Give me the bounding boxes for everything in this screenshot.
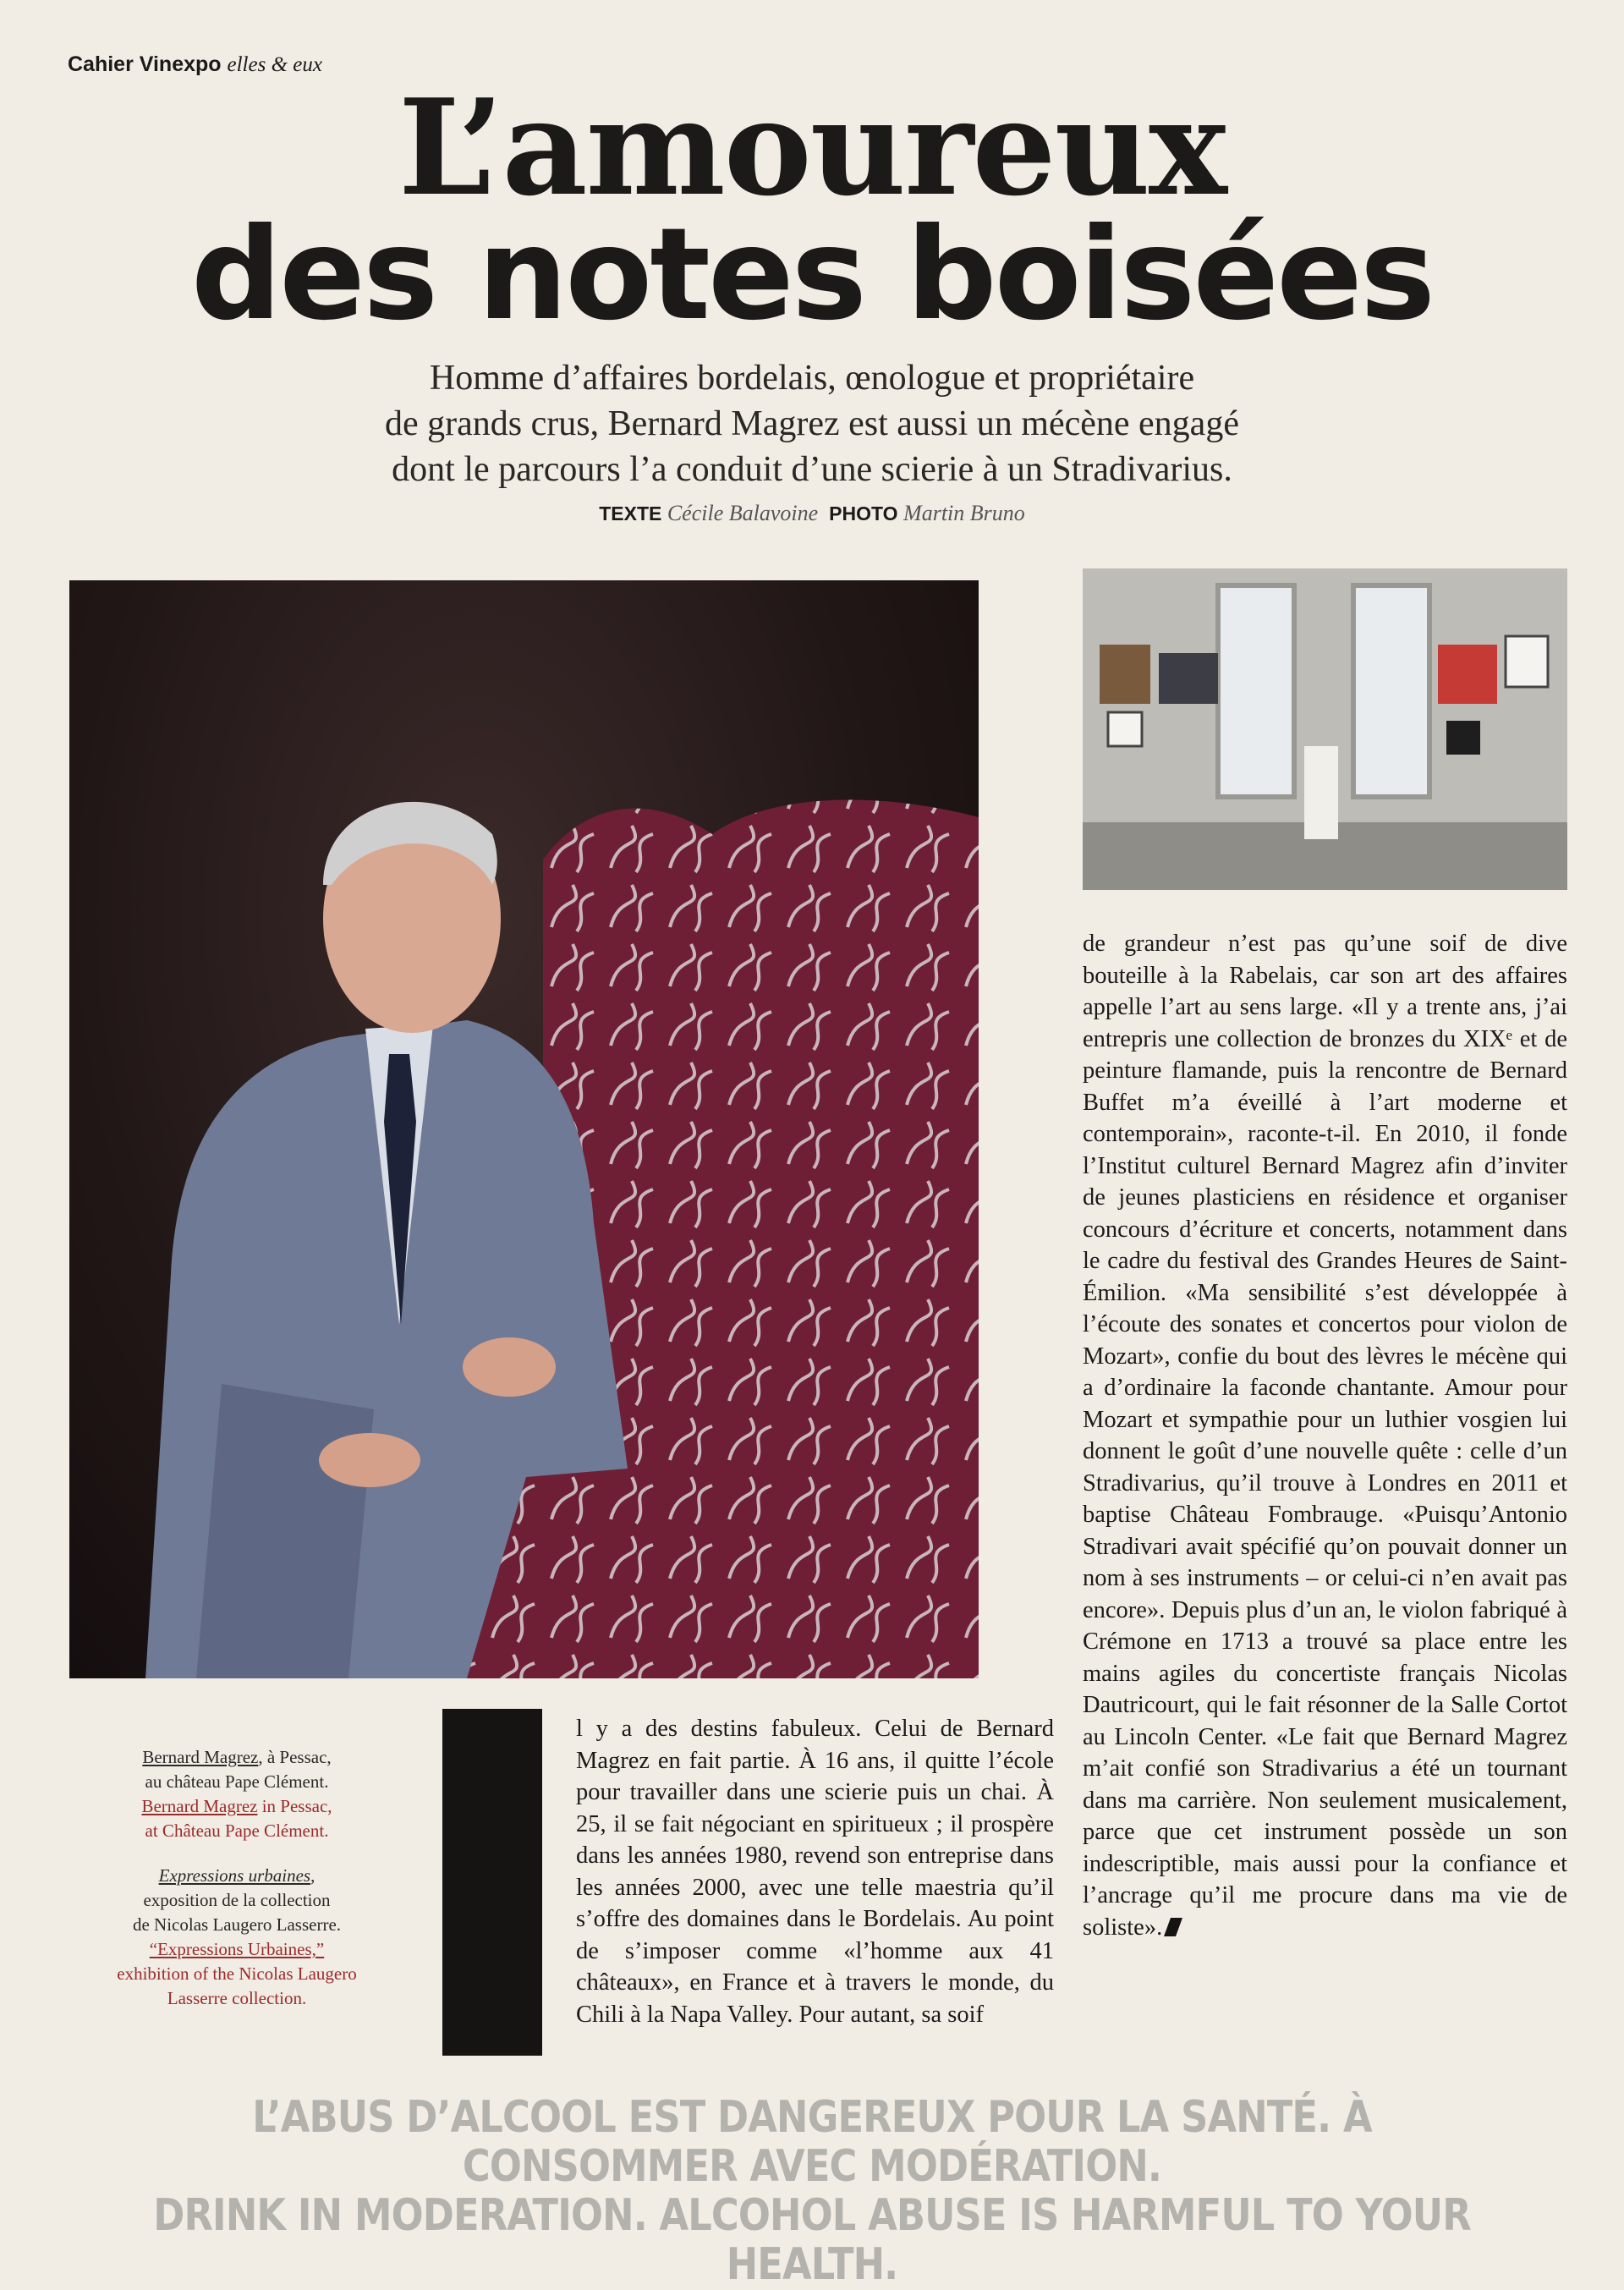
caption-en-2b: Lasserre collection. [167,1988,307,2008]
section-label: Cahier Vinexpo [68,52,222,76]
headline [0,70,1624,349]
caption-en-1b: at Château Pape Clément. [145,1820,329,1841]
caption-en-1 [68,1794,406,1819]
headline-line2: des notes boisées [190,201,1434,349]
text-author: Cécile Balavoine [667,501,819,525]
caption-fr-2b: de Nicolas Laugero Lasserre. [132,1914,342,1935]
caption-text: , à Pessac, [258,1747,332,1767]
standfirst-line2: de grands crus, Bernard Magrez est aussi un mécène engagé [385,404,1239,443]
credits [0,501,1624,526]
caption-name: Bernard Magrez [142,1747,259,1767]
section-sub: elles & eux [227,53,322,76]
warning-line2: DRINK IN MODERATION. ALCOHOL ABUSE IS HARMFUL TO YOUR HEALTH. [153,2190,1471,2290]
section-tag [68,52,322,77]
portrait-photo [69,580,979,1678]
caption-title: Expressions urbaines [158,1865,311,1886]
portrait-illustration [69,580,979,1678]
photo-label: PHOTO [829,502,898,524]
standfirst [0,355,1624,492]
gallery-illustration [1083,568,1567,890]
caption-en-2a: exhibition of the Nicolas Laugero [117,1963,357,1984]
warning-line1: L’ABUS D’ALCOOL EST DANGEREUX POUR LA SANTÉ. À CONSOMMER AVEC MODÉRATION. [252,2092,1372,2192]
caption-name-en: Bernard Magrez [141,1796,258,1816]
standfirst-line1: Homme d’affaires bordelais, œnologue et propriétaire [429,359,1195,398]
article-column-middle: l y a des destins fabuleux. Celui de Bernard Magrez en fait partie. À 16 ans, il quitte l’école pour travailler dans une scierie puis un chai. À 25, il se fait négociant en spiritueux ; il prospère dans les années 1980, revend son entreprise dans les années 2000, avec une telle maestria qu’il s’offre des domaines dans le Bordelais. Au point de s’imposer comme «l’homme aux 41 châteaux», en France et à travers le monde, du Chili à la Napa Valley. Pour autant, sa soif [576,1716,1054,2028]
article-column-right [1083,928,1567,1943]
caption-title-en: “Expressions Urbaines,” [149,1939,325,1959]
caption-fr-1 [68,1745,406,1770]
photo-author: Martin Bruno [903,501,1025,525]
caption-en-2 [68,1937,406,1962]
gallery-photo [1083,568,1567,890]
headline-line1: L’amoureux [398,70,1226,225]
caption-fr-1b: au château Pape Clément. [145,1771,329,1792]
caption-text-en: in Pessac, [257,1796,332,1816]
end-mark-icon [1164,1918,1182,1936]
health-warning [113,2093,1510,2289]
photo-caption [68,1745,406,2011]
caption-fr-2: Expressions urbaines, [158,1865,315,1886]
standfirst-line3: dont le parcours l’a conduit d’une scierie à un Stradivarius. [392,450,1232,489]
caption-fr-2a: exposition de la collection [143,1890,331,1910]
article-text-right: de grandeur n’est pas qu’une soif de dive bouteille à la Rabelais, car son art des affaires appelle l’art au sens large. «Il y a trente ans, j’ai entrepris une collection de bronzes du XIXᵉ et de peinture flamande, puis la rencontre de Bernard Buffet m’a éveillé à l’art moderne et contemporain», raconte-t-il. En 2010, il fonde l’Institut culturel Bernard Magrez afin d’inviter de jeunes plasticiens en résidence et organiser concours d’écriture et concerts, notamment dans le cadre du festival des Grandes Heures de Saint-Émilion. «Ma sensibilité s’est développée à l’écoute des sonates et concertos pour violon de Mozart», confie du bout des lèvres le mécène qui a d’ordinaire la faconde chantante. Amour pour Mozart et sympathie pour un luthier vosgien lui donnent le goût d’une nouvelle quête : celle d’un Stradivarius, qu’il trouve à Londres en 2011 et baptise Château Fombrauge. «Puisqu’Antonio Stradivari avait spécifié qu’on pouvait donner un nom à ses instruments – or celui-ci n’en avait pas encore». Depuis plus d’un an, le violon fabriqué à Crémone en 1713 a trouvé sa place entre les mains agiles du concertiste français Nicolas Dautricourt, qui le fait résonner de la Salle Cortot au Lincoln Center. «Le fait que Bernard Magrez m’ait confié son Stradivarius a été un tournant dans ma carrière. Non seulement musicalement, parce que cet instrument possède un son indescriptible, mais aussi pour la confiance et l’ancrage qu’il me procure dans ma vie de soliste». [1083,931,1567,1941]
drop-cap-block [442,1709,542,2056]
text-label: TEXTE [599,502,662,524]
